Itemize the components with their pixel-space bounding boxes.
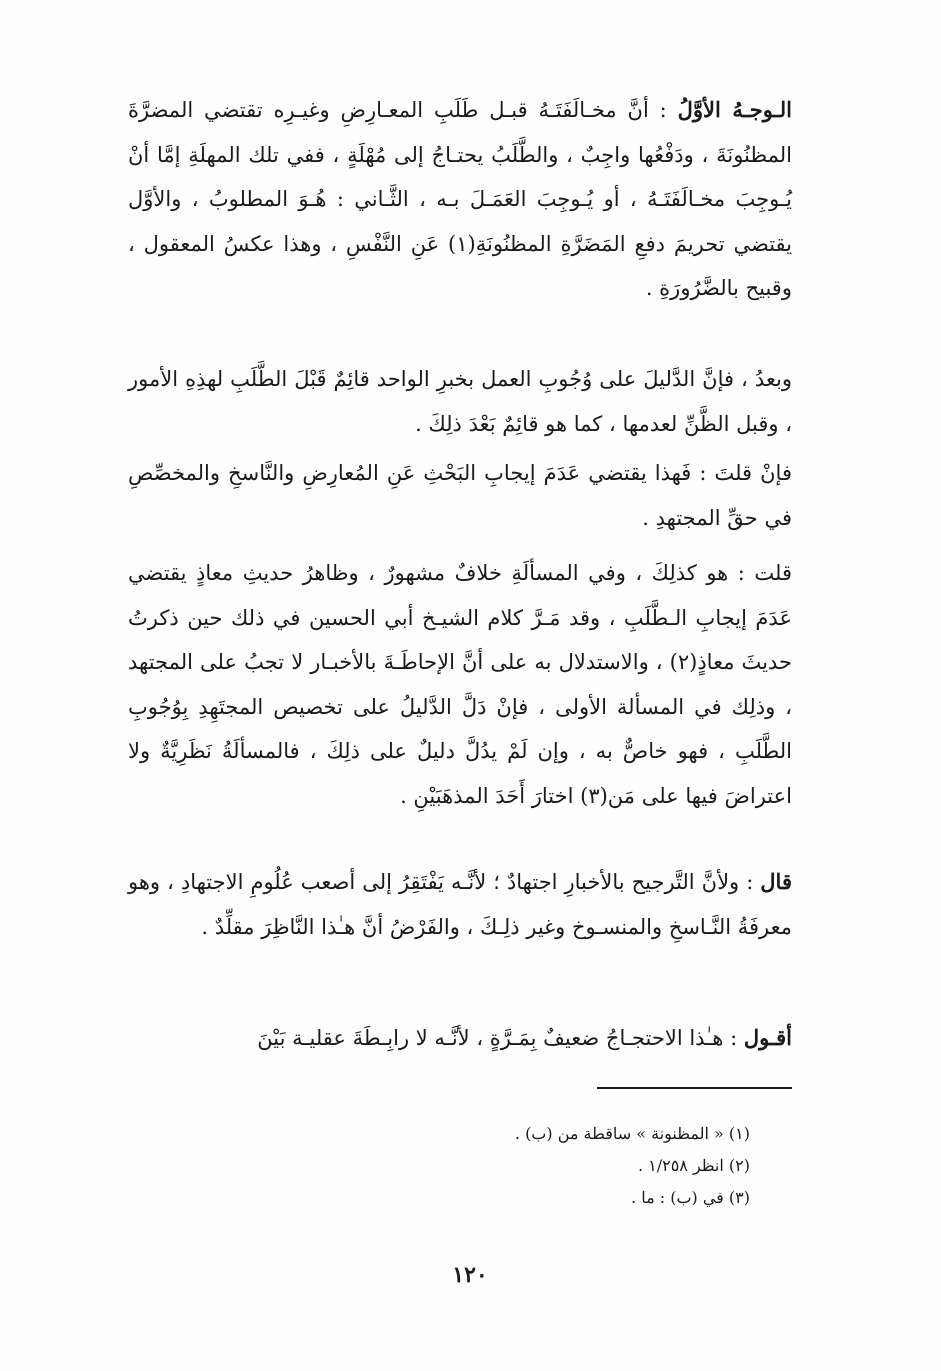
- main-text: [128, 1016, 792, 1061]
- paragraph-he-said: [128, 860, 792, 949]
- paragraph-body: : أنَّ مخـالَفَتَـهُ قبـل طَلَبِ المعـارِضِ وغيـرِه تقتضي المضرَّةَ المظنُونَةَ ، ودَفْعُها واجِبٌ ، والطَّلَبُ يحتـاجُ إلى مُهْلَةٍ ، ففي تلك المهلَةِ إمَّا أنْ يُـوجِبَ مخـالَفَتَـهُ ، أو يُـوجِبَ العَمَـلَ بـه ، الثَّـاني : هُـوَ المطلوبُ ، والأوَّل يقتضي تحريمَ دفعِ المَضَرَّةِ المظنُونَةِ(١) عَنِ النَّفْسِ ، وهذا عكسُ المعقول ، وقبيح بالضَّرُورَةِ .: [128, 98, 792, 300]
- footnote-divider: [597, 1087, 792, 1089]
- paragraph-body: فإنْ قلتَ : فَهذا يقتضي عَدَمَ إيجابِ البَحْثِ عَنِ المُعارِضِ والنَّاسخِ والمخصِّصِ في حقِّ المجتهدِ .: [128, 461, 792, 530]
- page-number: ١٢٠: [452, 1262, 488, 1288]
- footnote-3: (٣) في (ب) : ما .: [631, 1188, 750, 1207]
- footnote-2: (٢) انظر ١/٢٥٨ .: [637, 1156, 750, 1175]
- paragraph-first-aspect: [128, 88, 792, 311]
- paragraph-moreover: [128, 357, 792, 446]
- main-text: [128, 860, 792, 949]
- footnote-1: (١) « المظنونة » ساقطة من (ب) .: [514, 1124, 750, 1143]
- paragraph-body: قلت : هو كذلِكَ ، وفي المسألَةِ خلافٌ مشهورٌ ، وظاهرُ حديثِ معاذٍ يقتضي عَدَمَ إيجابِ الـطَّلَبِ ، وقد مَـرَّ كلام الشيـخ أبي الحسين في ذلك حين ذكرتُ حديثَ معاذٍ(٢) ، والاستدلال به على أنَّ الإحاطَـةَ بالأخبـار لا تجبُ على المجتهد ، وذلِك في المسألة الأولى ، فإنْ دَلَّ الدَّليلُ على تخصيص المجتَهِدِ بِوُجُوبِ الطَّلَبِ ، فهو خاصٌّ به ، وإن لَمْ يدُلَّ دليلٌ على ذلِكَ ، فالمسألَةُ نَظَرِيَّةٌ ولا اعتراضَ فيها على مَن(٣) اختارَ أَحَدَ المذهَبَيْنِ .: [128, 561, 792, 808]
- paragraph-i-say: [128, 1016, 792, 1061]
- main-text: [128, 88, 792, 311]
- main-text: [128, 357, 792, 446]
- main-text: [128, 451, 792, 540]
- paragraph-body: وبعدُ ، فإنَّ الدَّليلَ على وُجُوبِ العمل بخبرِ الواحد قائِمٌ قَبْلَ الطَّلَبِ لهذِهِ الأمور ، وقبل الظَّنِّ لعدمها ، كما هو قائِمٌ بَعْدَ ذلِكَ .: [128, 367, 792, 436]
- main-text: [128, 551, 792, 818]
- paragraph-lead: قال: [760, 869, 792, 894]
- paragraph-i-said: [128, 551, 792, 818]
- paragraph-body: : ولأنَّ التَّرجيح بالأخبارِ اجتهادٌ ؛ لأنَّـه يَفْتَقِرُ إلى أصعب عُلُومِ الاجتهادِ ، وهو معرفَةُ النَّـاسخِ والمنسـوخ وغير ذلِـكَ ، والفَرْضُ أنَّ هـٰذا النَّاظِرَ مقلِّدٌ .: [128, 870, 792, 939]
- paragraph-lead: أقـول: [743, 1025, 792, 1050]
- paragraph-body: : هـٰذا الاحتجـاجُ ضعيفٌ بِمَـرَّةٍ ، لأنَّـه لا رابِـطَةَ عقليـة بَيْنَ: [257, 1026, 744, 1050]
- paragraph-if-you-say: [128, 451, 792, 540]
- paragraph-lead: الـوجـهُ الأوَّلُ: [677, 97, 792, 122]
- footnotes: [420, 1118, 750, 1214]
